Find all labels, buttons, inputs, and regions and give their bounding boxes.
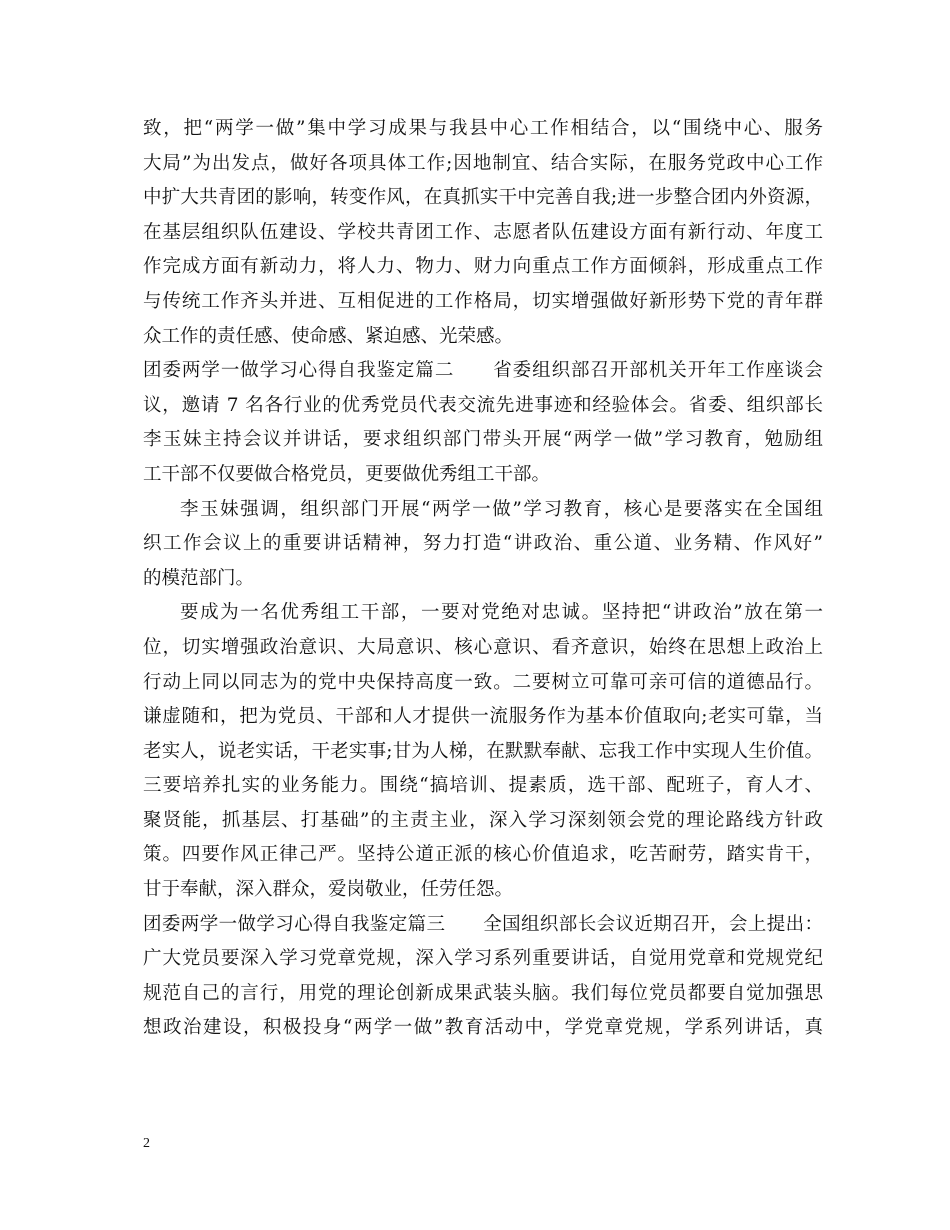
text-line: 规范自己的言行，用党的理论创新成果武装头脑。我们每位党员都要自觉加强思 — [143, 982, 823, 1004]
section-heading-line: 团委两学一做学习心得自我鉴定篇三 全国组织部长会议近期召开，会上提出： — [143, 913, 823, 935]
text-line: 作完成方面有新动力，将人力、物力、财力向重点工作方面倾斜，形成重点工作 — [143, 256, 823, 278]
text-line: 在基层组织队伍建设、学校共青团工作、志愿者队伍建设方面有新行动、年度工 — [143, 221, 823, 243]
text-line: 李玉妹强调，组织部门开展“两学一做”学习教育，核心是要落实在全国组 — [180, 498, 823, 520]
text-line: 老实人，说老实话，干老实事;甘为人梯，在默默奉献、忘我工作中实现人生价值。 — [143, 740, 823, 762]
text-line: 众工作的责任感、使命感、紧迫感、光荣感。 — [143, 325, 514, 347]
text-line: 的模范部门。 — [143, 567, 255, 589]
text-line: 甘于奉献，深入群众，爱岗敬业，任劳任怨。 — [143, 879, 514, 901]
text-line: 织工作会议上的重要讲话精神，努力打造“讲政治、重公道、业务精、作风好” — [143, 533, 823, 555]
text-line: 位，切实增强政治意识、大局意识、核心意识、看齐意识，始终在思想上政治上 — [143, 636, 823, 658]
text-line: 议，邀请 7 名各行业的优秀党员代表交流先进事迹和经验体会。省委、组织部长 — [143, 394, 823, 416]
text-line: 聚贤能，抓基层、打基础”的主责主业，深入学习深刻领会党的理论路线方针政 — [143, 809, 823, 831]
text-line: 要成为一名优秀组工干部，一要对党绝对忠诚。坚持把“讲政治”放在第一 — [180, 602, 823, 624]
section-heading-line: 团委两学一做学习心得自我鉴定篇二 省委组织部召开部机关开年工作座谈会 — [143, 360, 823, 382]
text-line: 李玉妹主持会议并讲话，要求组织部门带头开展“两学一做”学习教育，勉励组 — [143, 429, 823, 451]
text-line: 谦虚随和，把为党员、干部和人才提供一流服务作为基本价值取向;老实可靠，当 — [143, 706, 823, 728]
text-line: 大局”为出发点，做好各项具体工作;因地制宜、结合实际，在服务党政中心工作 — [143, 152, 823, 174]
text-line: 策。四要作风正律己严。坚持公道正派的核心价值追求，吃苦耐劳，踏实肯干， — [143, 844, 823, 866]
text-line: 想政治建设，积极投身“两学一做”教育活动中，学党章党规，学系列讲话，真 — [143, 1017, 823, 1039]
page-number: 2 — [143, 1136, 150, 1151]
text-line: 行动上同以同志为的党中央保持高度一致。二要树立可靠可亲可信的道德品行。 — [143, 671, 823, 693]
text-line: 工干部不仅要做合格党员，更要做优秀组工干部。 — [143, 463, 551, 485]
text-line: 广大党员要深入学习党章党规，深入学习系列重要讲话，自觉用党章和党规党纪 — [143, 948, 823, 970]
text-line: 致，把“两学一做”集中学习成果与我县中心工作相结合，以“围绕中心、服务 — [143, 118, 823, 139]
document-body — [143, 112, 823, 1046]
text-line: 与传统工作齐头并进、互相促进的工作格局，切实增强做好新形势下党的青年群 — [143, 290, 823, 312]
text-line: 中扩大共青团的影响，转变作风，在真抓实干中完善自我;进一步整合团内外资源， — [143, 187, 823, 209]
text-line: 三要培养扎实的业务能力。围绕“搞培训、提素质，选干部、配班子，育人才、 — [143, 775, 823, 797]
